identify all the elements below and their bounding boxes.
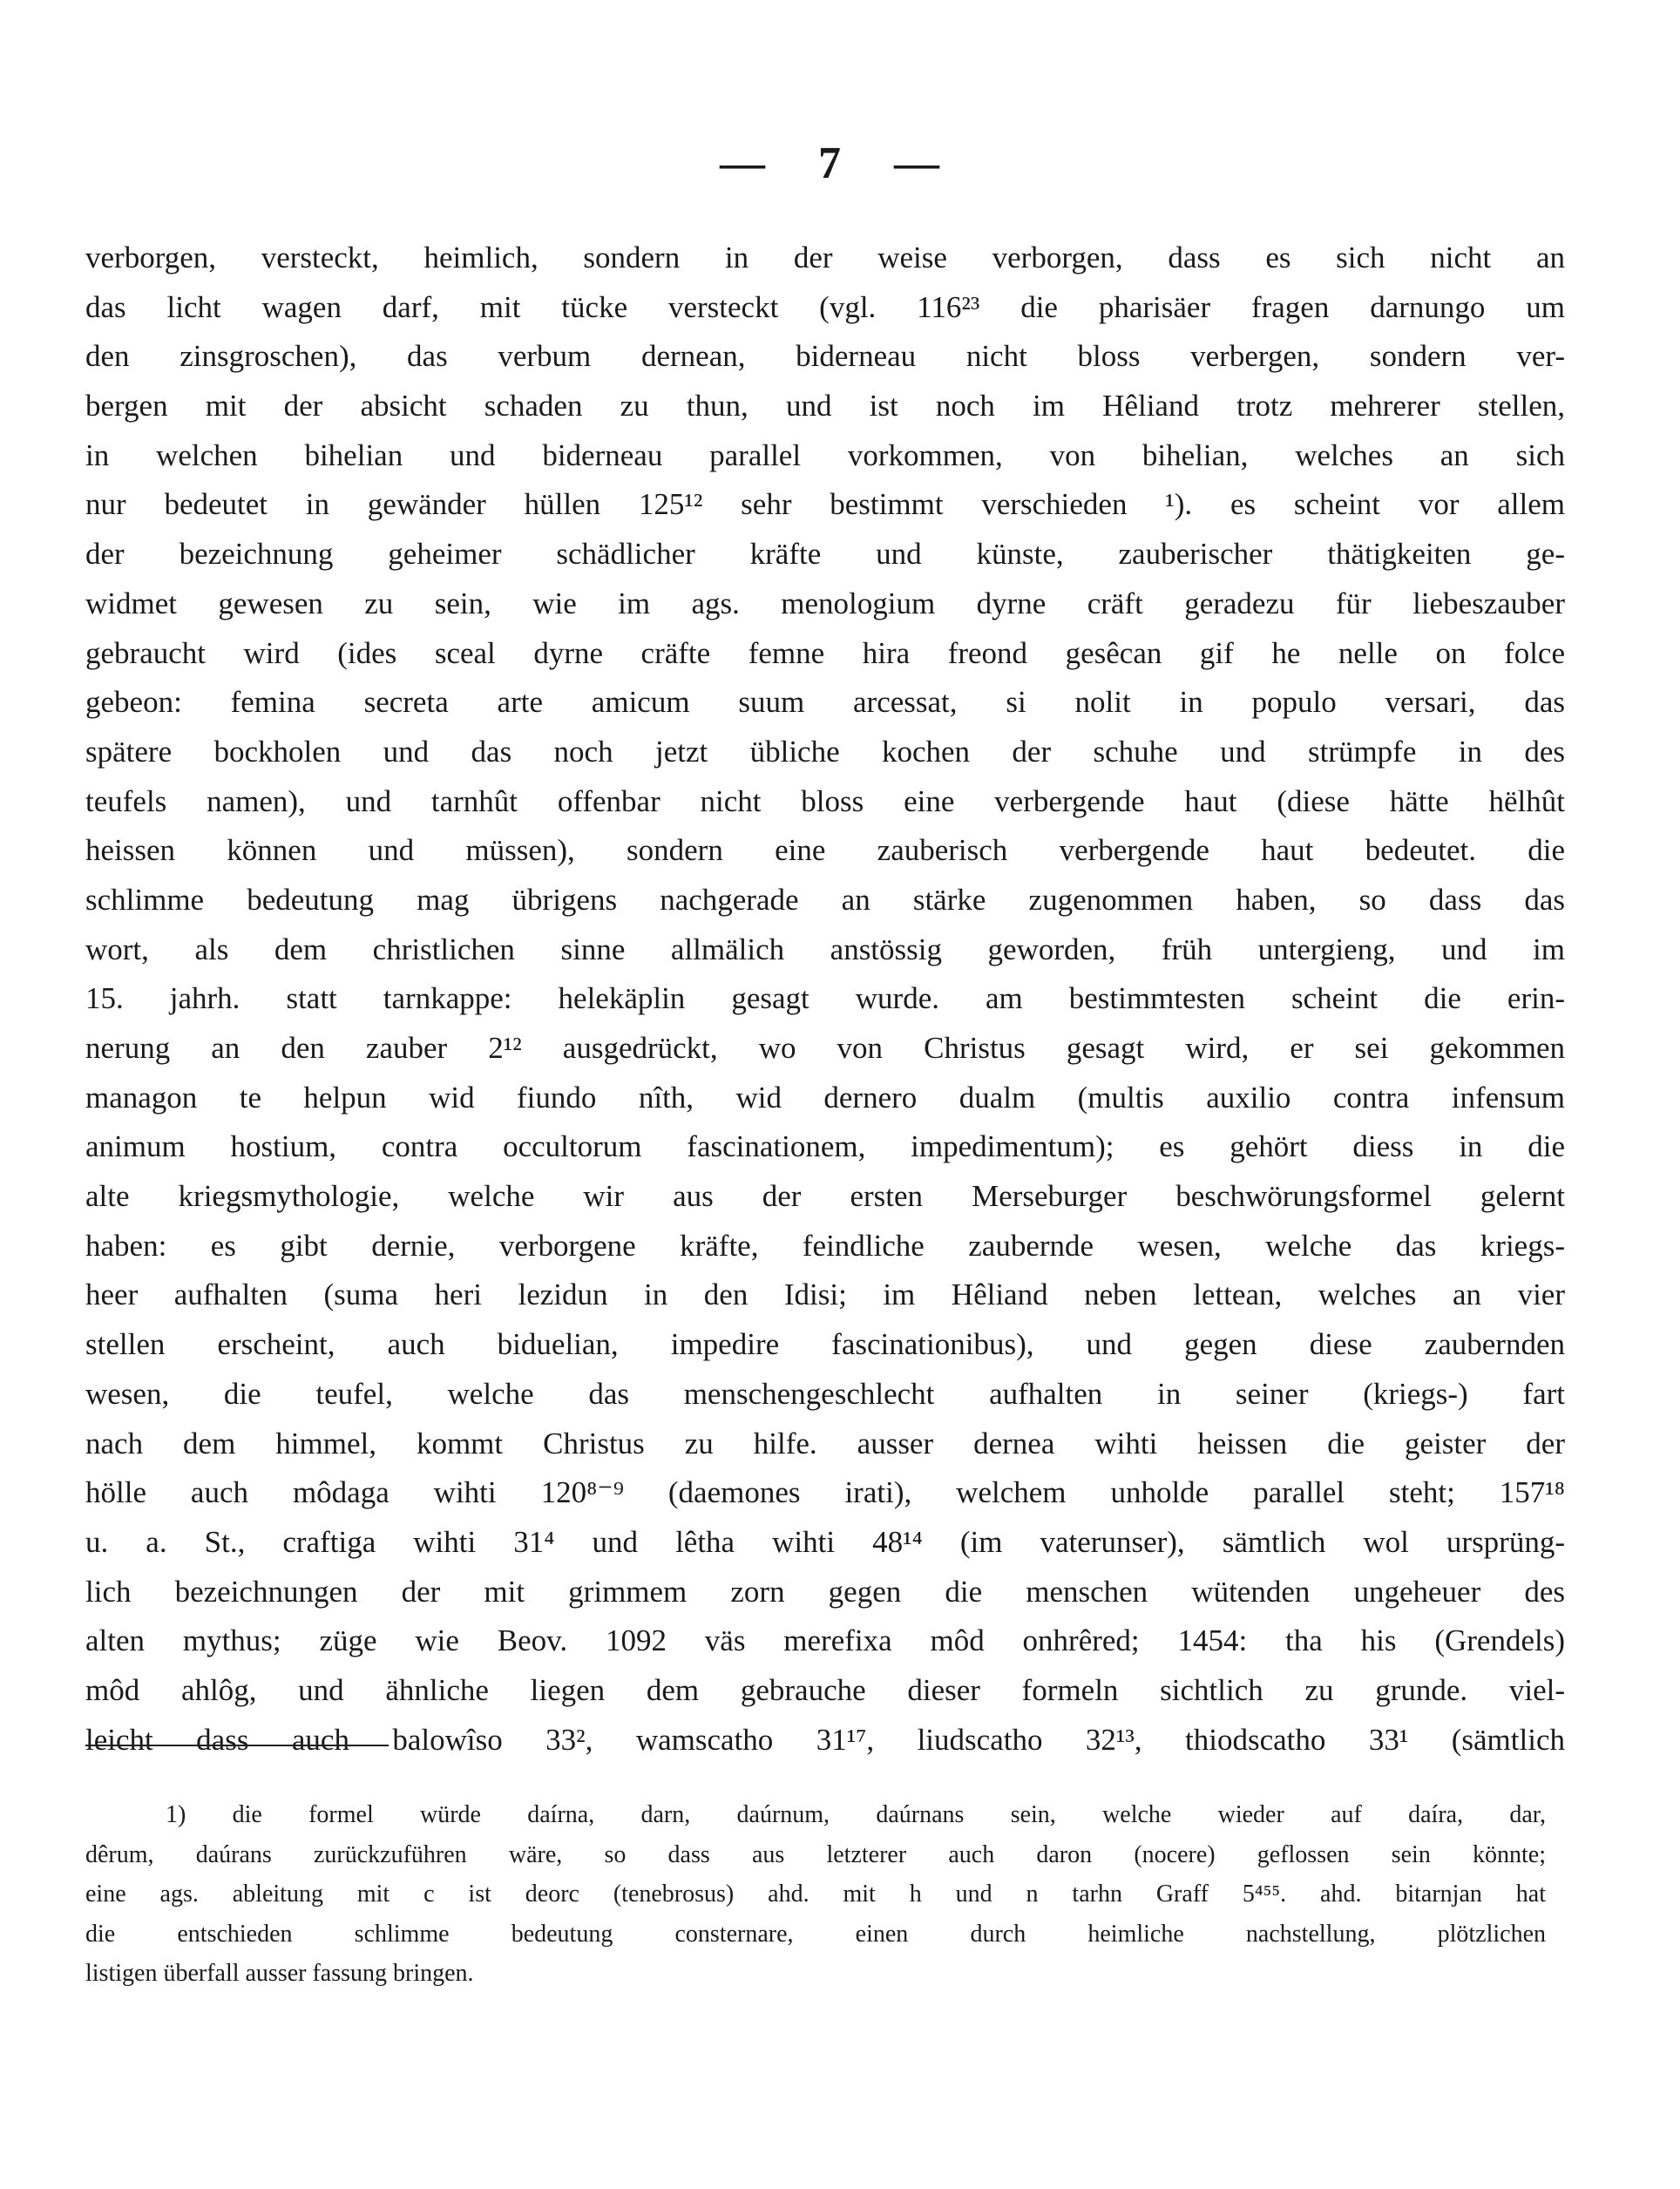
body-line: 15. jahrh. statt tarnkappe: helekäplin gesagt wurde. am bestimmtesten scheint die erin-	[85, 981, 1565, 1016]
body-line: gebeon: femina secreta arte amicum suum arcessat, si nolit in populo versari, das	[85, 685, 1565, 720]
footnote-line: listigen überfall ausser fassung bringen.	[85, 1960, 474, 1987]
body-line: schlimme bedeutung mag übrigens nachgerade an stärke zugenommen haben, so dass das	[85, 882, 1565, 917]
body-line: animum hostium, contra occultorum fascinationem, impedimentum); es gehört diess in die	[85, 1129, 1565, 1164]
body-line: stellen erscheint, auch biduelian, impedire fascinationibus), und gegen diese zaubernden	[85, 1327, 1565, 1362]
body-line: widmet gewesen zu sein, wie im ags. menologium dyrne cräft geradezu für liebeszauber	[85, 586, 1565, 620]
page-number: — 7 —	[720, 139, 960, 188]
footnote-line: eine ags. ableitung mit c ist deorc (tenebrosus) ahd. mit h und n tarhn Graff 5⁴⁵⁵. ahd. bitarnjan hat	[85, 1881, 1546, 1908]
body-line: haben: es gibt dernie, verborgene kräfte, feindliche zaubernde wesen, welche das kriegs-	[85, 1228, 1565, 1263]
body-line: in welchen bihelian und biderneau parallel vorkommen, von bihelian, welches an sich	[85, 437, 1565, 472]
body-line: heer aufhalten (suma heri lezidun in den Idisi; im Hêliand neben lettean, welches an vier	[85, 1277, 1565, 1312]
body-line: leicht dass auch balowîso 33², wamscatho 31¹⁷, liudscatho 32¹³, thiodscatho 33¹ (sämtlich	[85, 1722, 1565, 1757]
footnotes	[85, 1795, 1546, 1994]
body-line: bergen mit der absicht schaden zu thun, und ist noch im Hêliand trotz mehrerer stellen,	[85, 389, 1565, 424]
footnote-line: die entschieden schlimme bedeutung consternare, einen durch heimliche nachstellung, plötzlichen	[85, 1920, 1546, 1948]
body-line: verborgen, versteckt, heimlich, sondern in der weise verborgen, dass es sich nicht an	[85, 241, 1565, 274]
body-line: den zinsgroschen), das verbum dernean, biderneau nicht bloss verbergen, sondern ver-	[85, 339, 1565, 374]
body-line: lich bezeichnungen der mit grimmem zorn gegen die menschen wütenden ungeheuer des	[85, 1574, 1565, 1609]
body-line: managon te helpun wid fiundo nîth, wid dernero dualm (multis auxilio contra infensum	[85, 1080, 1565, 1115]
body-line: alten mythus; züge wie Beov. 1092 väs merefixa môd onhrêred; 1454: tha his (Grendels)	[85, 1623, 1565, 1658]
body-line: gebraucht wird (ides sceal dyrne cräfte femne hira freond gesêcan gif he nelle on folce	[85, 635, 1565, 670]
body-line: u. a. St., craftiga wihti 31⁴ und lêtha wihti 48¹⁴ (im vaterunser), sämtlich wol ursprüng-	[85, 1524, 1565, 1559]
body-line: wort, als dem christlichen sinne allmälich anstössig geworden, früh untergieng, und im	[85, 932, 1565, 966]
body-line: alte kriegsmythologie, welche wir aus der ersten Merseburger beschwörungsformel gelernt	[85, 1179, 1565, 1214]
body-line: nerung an den zauber 2¹² ausgedrückt, wo von Christus gesagt wird, er sei gekommen	[85, 1031, 1565, 1065]
footnote-line: 1) die formel würde daírna, darn, daúrnum, daúrnans sein, welche wieder auf daíra, dar,	[166, 1801, 1546, 1828]
body-line: heissen können und müssen), sondern eine zauberisch verbergende haut bedeutet. die	[85, 833, 1565, 868]
body-line: der bezeichnung geheimer schädlicher kräfte und künste, zauberischer thätigkeiten ge-	[85, 537, 1565, 572]
footnote-line: dêrum, daúrans zurückzuführen wäre, so dass aus letzterer auch daron (nocere) geflossen sein könnte;	[85, 1840, 1546, 1868]
body-line: nach dem himmel, kommt Christus zu hilfe. ausser dernea wihti heissen die geister der	[85, 1426, 1565, 1460]
body-text	[85, 234, 1565, 1765]
body-line: hölle auch môdaga wihti 120⁸⁻⁹ (daemones irati), welchem unholde parallel steht; 157¹⁸	[85, 1475, 1565, 1510]
body-line: das licht wagen darf, mit tücke versteckt (vgl. 116²³ die pharisäer fragen darnungo um	[85, 289, 1565, 324]
body-line: môd ahlôg, und ähnliche liegen dem gebrauche dieser formeln sichtlich zu grunde. viel-	[85, 1672, 1565, 1707]
body-line: spätere bockholen und das noch jetzt übliche kochen der schuhe und strümpfe in des	[85, 734, 1565, 769]
body-line: teufels namen), und tarnhût offenbar nicht bloss eine verbergende haut (diese hätte hëlhût	[85, 783, 1565, 818]
footnote-separator	[85, 1745, 389, 1746]
body-line: nur bedeutet in gewänder hüllen 125¹² sehr bestimmt verschieden ¹). es scheint vor allem	[85, 487, 1565, 522]
body-line: wesen, die teufel, welche das menschengeschlecht aufhalten in seiner (kriegs-) fart	[85, 1376, 1565, 1411]
